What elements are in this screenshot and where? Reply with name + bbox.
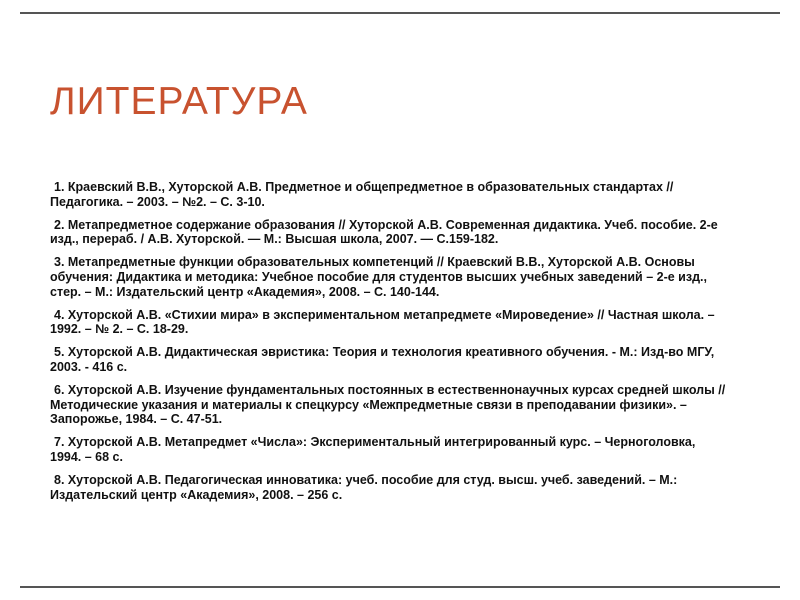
reference-item-4: 4. Хуторской А.В. «Стихии мира» в экспериментальном метапредмете «Мироведение» // Частная школа. – 1992. – № 2. – С. 18-29. (50, 307, 715, 337)
reference-item-2: 2. Метапредметное содержание образования // Хуторской А.В. Современная дидактика. Учеб. пособие. 2-е изд., перераб. / А.В. Хуторской. — М.: Высшая школа, 2007. — С.159-182. (50, 217, 718, 247)
reference-item-6: 6. Хуторской А.В. Изучение фундаментальных постоянных в естественнонаучных курсах средней школы // Методические указания и материалы к спецкурсу «Межпредметные связи в преподавании физики». – Запорожье, 1984. – С. 47-51. (50, 382, 726, 427)
reference-item-5: 5. Хуторской А.В. Дидактическая эвристика: Теория и технология креативного обучения. - М.: Изд-во МГУ, 2003. - 416 с. (50, 345, 715, 374)
reference-list (50, 180, 730, 510)
reference-item-7: 7. Хуторской А.В. Метапредмет «Числа»: Экспериментальный интегрированный курс. – Черноголовка, 1994. – 68 с. (50, 435, 696, 464)
reference-item-8: 8. Хуторской А.В. Педагогическая инноватика: учеб. пособие для студ. высш. учеб. заведений. – М.: Издательский центр «Академия», 2008. – 256 с. (50, 472, 678, 502)
reference-item-3: 3. Метапредметные функции образовательных компетенций // Краевский В.В., Хуторской А.В. Основы обучения: Дидактика и методика: Учебное пособие для студентов высших учебных заведений – 2-е изд., стер. – М.: Издательский центр «Академия», 2008. – С. 140-144. (50, 255, 707, 299)
reference-item-1: 1. Краевский В.В., Хуторской А.В. Предметное и общепредметное в образовательных стандартах // Педагогика. – 2003. – №2. – С. 3-10. (50, 180, 674, 209)
bottom-border-line (20, 586, 780, 588)
top-border-line (20, 12, 780, 14)
slide-title: ЛИТЕРАТУРА (50, 80, 308, 123)
